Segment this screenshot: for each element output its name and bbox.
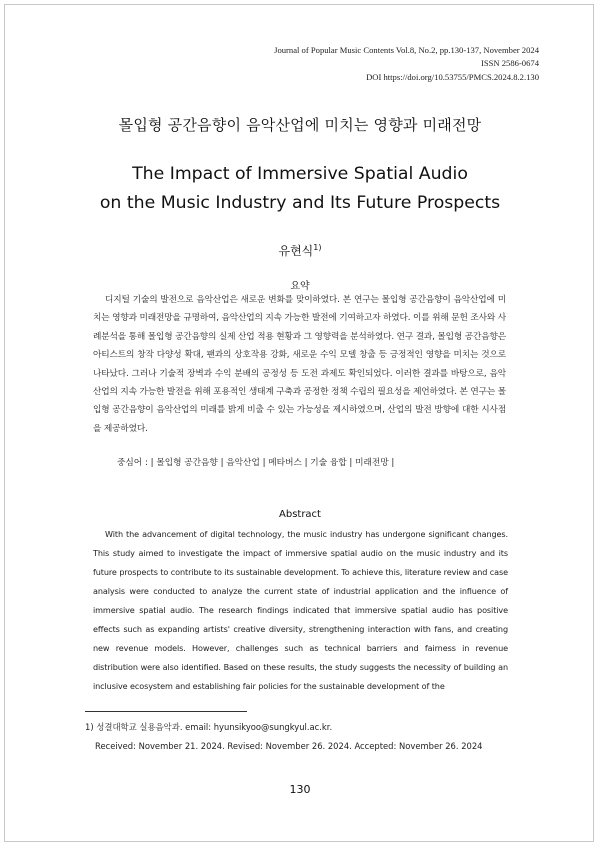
keywords-korean: 중심어 : | 몰입형 공간음향 | 음악산업 | 메타버스 | 기술 융합 | 미래전망 |	[117, 458, 395, 468]
abstract-english-text: With the advancement of digital technology, the music industry has undergone significant changes. This study aimed to investigate the impact of immersive spatial audio on the music industry and its future prospects to contribute to its sustainable development. To achieve this, literature review and case analysis were conducted to analyze the current state of industrial application and the influence of immersive spatial audio. The research findings indicated that immersive spatial audio has positive effects such as expanding artists' creative diversity, strengthening interaction with fans, and creating new revenue models. However, challenges such as technical barriers and fairness in revenue distribution were also identified. Based on these results, the study suggests the necessity of building an inclusive ecosystem and establishing fair policies for the sustainable development of the	[93, 529, 508, 691]
author	[0, 242, 600, 259]
journal-issn: ISSN 2586-0674	[480, 58, 539, 69]
footnote	[85, 718, 483, 756]
journal-doi: DOI https://doi.org/10.53755/PMCS.2024.8.2.130	[366, 71, 539, 82]
title-korean: 몰입형 공간음향이 음악산업에 미치는 영향과 미래전망	[118, 116, 482, 134]
footnote-affiliation: 1) 성결대학교 실용음악과. email: hyunsikyoo@sungkyul.ac.kr.	[85, 722, 333, 732]
abstract-korean-text: 디지털 기술의 발전으로 음악산업은 새로운 변화를 맞이하였다. 본 연구는 몰입형 공간음향이 음악산업에 미치는 영향과 미래전망을 규명하여, 음악산업의 지속 가능한 발전에 기여하고자 하였다. 이를 위해 문헌 조사와 사례분석을 통해 몰입형 공간음향의 실제 산업 적용 현황과 그 영향력을 분석하였다. 연구 결과, 몰입형 공간음향은 아티스트의 창작 다양성 확대, 팬과의 상호작용 강화, 새로운 수익 모델 창출 등 긍정적인 영향을 미치는 것으로 나타났다. 그러나 기술적 장벽과 수익 분배의 공정성 등 도전 과제도 확인되었다. 이러한 결과를 바탕으로, 음악산업의 지속 가능한 발전을 위해 포용적인 생태계 구축과 공정한 정책 수립의 필요성을 제언하였다. 본 연구는 몰입형 공간음향이 음악산업의 미래를 밝게 비출 수 있는 가능성을 제시하였으며, 산업의 발전 방향에 대한 시사점을 제공하였다.	[93, 295, 506, 434]
page-number: 130	[289, 783, 311, 796]
journal-citation: Journal of Popular Music Contents Vol.8, No.2, pp.130-137, November 2024	[274, 45, 539, 55]
title-english-line2: on the Music Industry and Its Future Prospects	[99, 193, 501, 213]
title-english-line1: The Impact of Immersive Spatial Audio	[132, 164, 468, 184]
title-english	[0, 160, 600, 218]
abstract-korean-heading: 요약	[290, 281, 310, 292]
footnote-dates: Received: November 21. 2024. Revised: November 26. 2024. Accepted: November 26. 2024	[95, 741, 483, 751]
abstract-english-heading: Abstract	[279, 509, 321, 520]
author-footnote-mark: 1)	[313, 243, 322, 252]
journal-header	[274, 44, 539, 84]
author-name: 유현식	[278, 244, 314, 258]
footnote-divider	[85, 711, 247, 712]
